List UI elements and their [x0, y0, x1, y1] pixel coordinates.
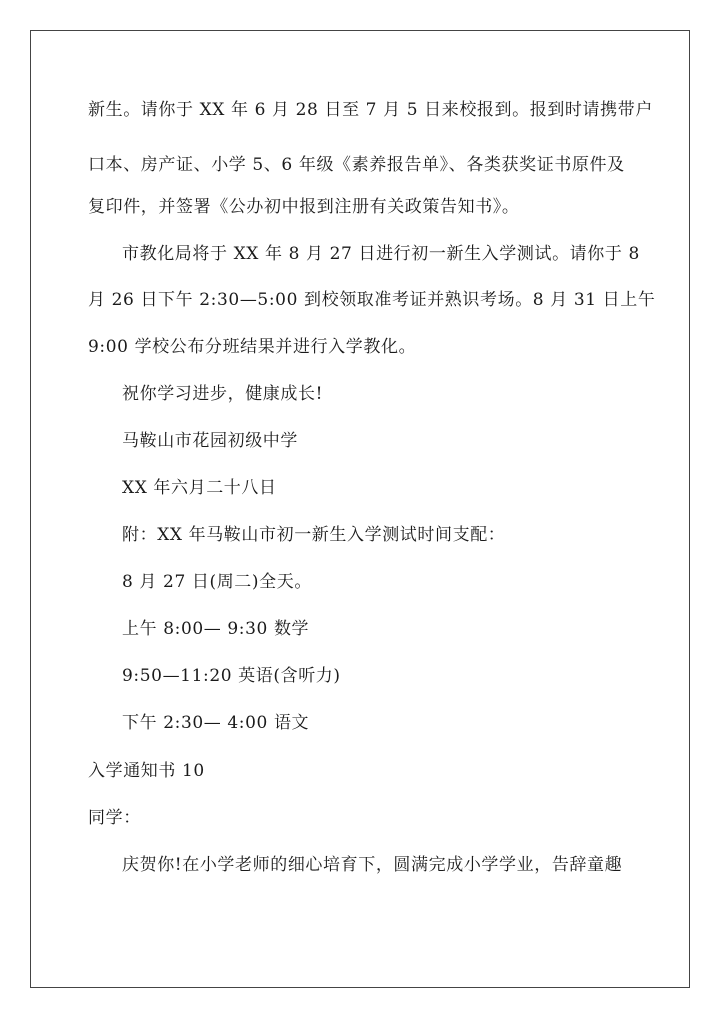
- text-line: 口本、房产证、小学 5、6 年级《素养报告单》、各类获奖证书原件及: [88, 155, 625, 175]
- text-line: 庆贺你!在小学老师的细心培育下，圆满完成小学学业，告辞童趣: [122, 855, 623, 875]
- text-line: 附：XX 年马鞍山市初一新生入学测试时间支配：: [122, 525, 506, 545]
- text-line: XX 年六月二十八日: [122, 478, 277, 498]
- text-line: 复印件，并签署《公办初中报到注册有关政策告知书》。: [88, 197, 520, 217]
- text-line: 祝你学习进步，健康成长!: [122, 384, 324, 404]
- text-line: 上午 8:00— 9:30 数学: [122, 619, 310, 639]
- text-line: 月 26 日下午 2:30—5:00 到校领取准考证并熟识考场。8 月 31 日上午: [88, 290, 656, 310]
- text-line: 新生。请你于 XX 年 6 月 28 日至 7 月 5 日来校报到。报到时请携带户: [88, 100, 653, 120]
- salutation: 同学：: [88, 808, 141, 828]
- text-line: 市教化局将于 XX 年 8 月 27 日进行初一新生入学测试。请你于 8: [122, 244, 640, 264]
- text-line: 9:50—11:20 英语(含听力): [122, 666, 341, 686]
- section-heading: 入学通知书 10: [88, 761, 205, 781]
- text-line: 8 月 27 日(周二)全天。: [122, 572, 312, 592]
- text-line: 下午 2:30— 4:00 语文: [122, 713, 310, 733]
- text-line: 马鞍山市花园初级中学: [122, 431, 298, 451]
- text-line: 9:00 学校公布分班结果并进行入学教化。: [88, 337, 417, 357]
